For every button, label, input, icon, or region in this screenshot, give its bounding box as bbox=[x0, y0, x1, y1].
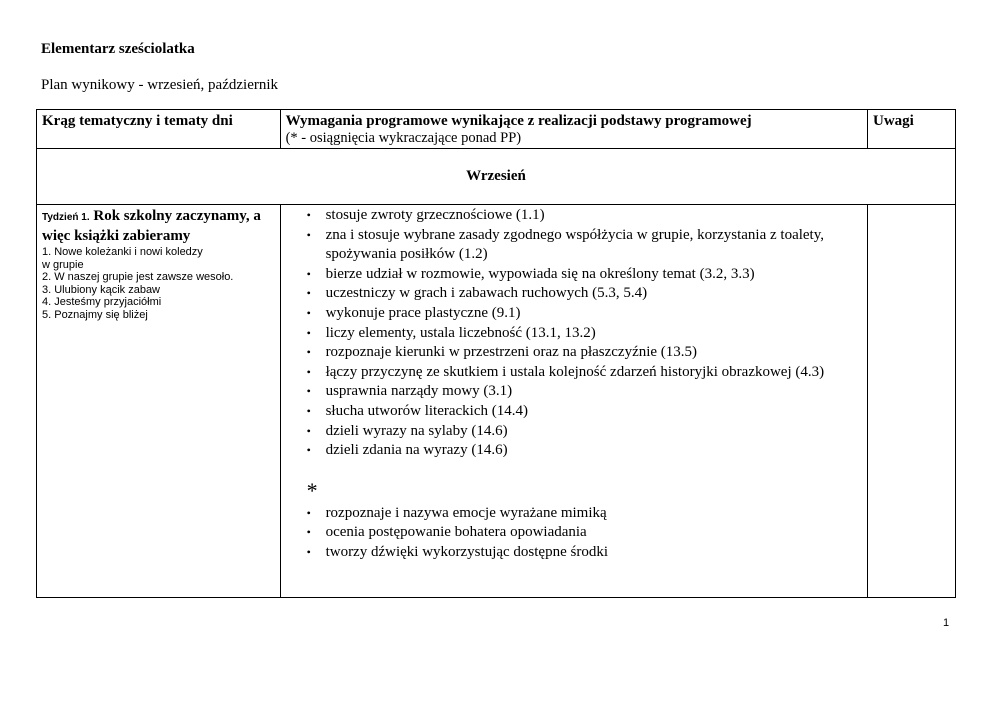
document-subtitle: Plan wynikowy - wrzesień, październik bbox=[41, 77, 279, 93]
week-notes-cell bbox=[867, 205, 955, 598]
bullet-icon: • bbox=[306, 325, 311, 340]
page-number: 1 bbox=[943, 617, 950, 629]
topic-item-text: w grupie bbox=[42, 258, 84, 271]
week-topic-list bbox=[42, 246, 275, 321]
bullet-icon: • bbox=[306, 443, 311, 458]
week-topics-cell bbox=[37, 205, 281, 598]
header-topics-label: Krąg tematyczny i tematy dni bbox=[42, 113, 233, 129]
requirement-item bbox=[306, 284, 862, 304]
requirement-item-text: uczestniczy w grach i zabawach ruchowych (5.3, 5.4) bbox=[325, 285, 648, 302]
requirement-item bbox=[306, 382, 862, 402]
bullet-icon: • bbox=[306, 305, 311, 320]
week-heading bbox=[42, 207, 275, 245]
requirement-item-text: liczy elementy, ustala liczebność (13.1, 13.2) bbox=[325, 324, 596, 341]
requirements-list bbox=[286, 206, 862, 461]
topic-item-text: 3. Ulubiony kącik zabaw bbox=[42, 283, 161, 296]
requirement-item bbox=[306, 304, 862, 324]
requirement-item bbox=[306, 402, 862, 422]
topic-item-text: 2. W naszej grupie jest zawsze wesoło. bbox=[42, 271, 234, 283]
bullet-icon: • bbox=[306, 266, 311, 281]
requirement-item bbox=[306, 343, 862, 363]
extended-requirement-item-text: tworzy dźwięki wykorzystując dostępne środki bbox=[325, 543, 608, 560]
requirement-item-text: łączy przyczynę ze skutkiem i ustala kolejność zdarzeń historyjki obrazkowej (4.3) bbox=[325, 363, 825, 380]
week-prefix: Tydzień 1. bbox=[42, 212, 90, 223]
requirement-item bbox=[306, 363, 862, 383]
requirement-item-text: wykonuje prace plastyczne (9.1) bbox=[325, 304, 521, 321]
bullet-icon: • bbox=[306, 403, 311, 418]
requirement-item-text: rozpoznaje kierunki w przestrzeni oraz na płaszczyźnie (13.5) bbox=[325, 344, 698, 361]
requirement-item-text: dzieli zdania na wyrazy (14.6) bbox=[325, 442, 508, 459]
requirement-item-text: dzieli wyrazy na sylaby (14.6) bbox=[325, 422, 508, 439]
topic-item bbox=[42, 246, 275, 259]
requirement-item bbox=[306, 441, 862, 461]
month-label: Wrzesień bbox=[37, 149, 956, 205]
table-header-row bbox=[37, 110, 956, 149]
extended-requirement-item bbox=[306, 504, 862, 524]
topic-item-text: 1. Nowe koleżanki i nowi koledzy bbox=[42, 246, 203, 258]
bullet-icon: • bbox=[306, 525, 311, 540]
bullet-icon: • bbox=[306, 384, 311, 399]
requirement-item-text: słucha utworów literackich (14.4) bbox=[325, 402, 528, 419]
header-requirements-label: Wymagania programowe wynikające z realizacji podstawy programowej bbox=[285, 113, 752, 129]
extended-requirement-item-text: ocenia postępowanie bohatera opowiadania bbox=[325, 524, 587, 541]
week-title: Rok szkolny zaczynamy, a więc książki zabieramy bbox=[42, 208, 261, 244]
bullet-icon: • bbox=[306, 505, 311, 520]
header-topics bbox=[37, 110, 281, 149]
bullet-icon: • bbox=[306, 345, 311, 360]
bullet-icon: • bbox=[306, 423, 311, 438]
requirement-item bbox=[306, 226, 862, 265]
requirement-item-text: stosuje zwroty grzecznościowe (1.1) bbox=[325, 207, 545, 223]
bullet-icon: • bbox=[306, 286, 311, 301]
extended-requirement-item-text: rozpoznaje i nazywa emocje wyrażane mimiką bbox=[325, 504, 607, 521]
bullet-icon: • bbox=[306, 227, 311, 242]
header-requirements bbox=[280, 110, 867, 149]
topic-item bbox=[42, 284, 275, 297]
week-requirements-cell bbox=[280, 205, 867, 598]
header-requirements-note: (* - osiągnięcia wykraczające ponad PP) bbox=[285, 130, 522, 146]
topic-item bbox=[42, 259, 275, 272]
requirement-item bbox=[306, 206, 862, 226]
bullet-icon: • bbox=[306, 364, 311, 379]
month-row bbox=[37, 149, 956, 205]
header-notes-label: Uwagi bbox=[872, 113, 914, 129]
topic-item bbox=[42, 271, 275, 284]
bullet-icon: • bbox=[306, 208, 311, 222]
topic-item-text: 4. Jesteśmy przyjaciółmi bbox=[42, 296, 162, 308]
requirement-item-text: bierze udział w rozmowie, wypowiada się na określony temat (3.2, 3.3) bbox=[325, 265, 755, 282]
week-row bbox=[37, 205, 956, 598]
topic-item bbox=[42, 296, 275, 309]
extended-requirement-item bbox=[306, 543, 862, 563]
requirement-item-text: usprawnia narządy mowy (3.1) bbox=[325, 383, 513, 400]
extended-requirement-item bbox=[306, 523, 862, 543]
header-notes bbox=[867, 110, 955, 149]
document-title: Elementarz sześciolatka bbox=[41, 41, 195, 57]
requirement-item bbox=[306, 265, 862, 285]
requirement-item-text: zna i stosuje wybrane zasady zgodnego współżycia w grupie, korzystania z toalety, spożywania posiłków (1.2) bbox=[325, 226, 825, 263]
extended-requirements-list bbox=[286, 504, 862, 563]
topic-item-text: 5. Poznajmy się bliżej bbox=[42, 308, 148, 321]
requirement-item bbox=[306, 422, 862, 442]
topic-item bbox=[42, 309, 275, 322]
extended-requirements-marker: * bbox=[306, 477, 318, 503]
requirement-item bbox=[306, 324, 862, 344]
plan-table bbox=[36, 109, 956, 598]
bullet-icon: • bbox=[306, 544, 311, 559]
